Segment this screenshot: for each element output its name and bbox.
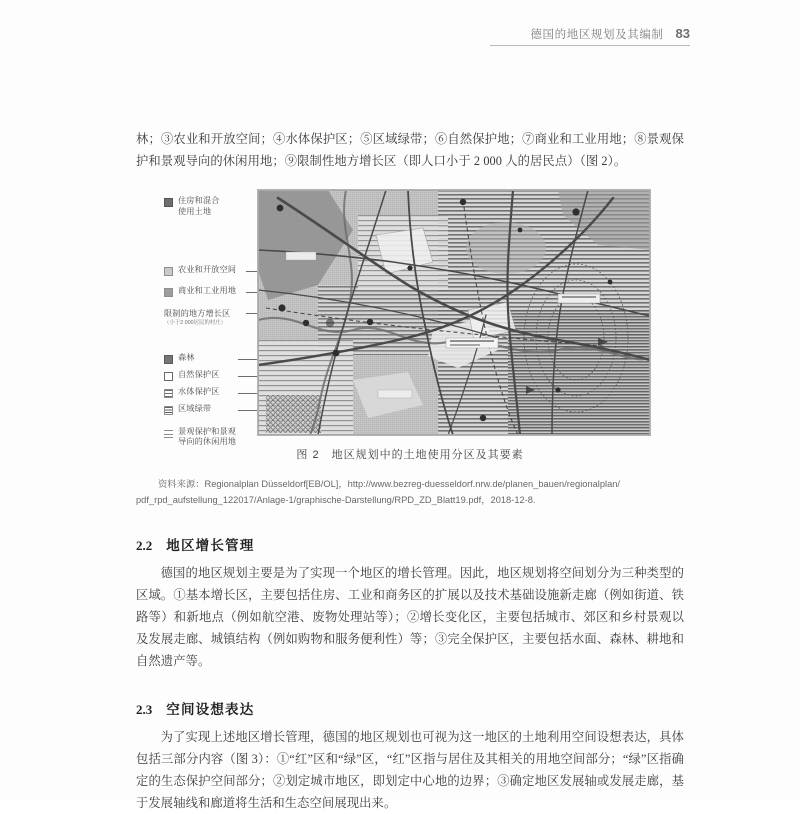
legend-label-commerce: 商业和工业用地 (178, 286, 237, 295)
section-number-growth: 2.2 (136, 538, 153, 553)
swatch-housing-icon (164, 198, 173, 207)
legend-item-housing (164, 196, 268, 217)
legend-label-housing (178, 196, 219, 217)
regional-plan-map-image (258, 190, 650, 435)
swatch-agriculture-icon (164, 267, 173, 276)
page-content (136, 128, 684, 814)
legend-item-commerce (164, 286, 268, 297)
swatch-water-icon (164, 389, 173, 398)
swatch-scenic-icon (164, 429, 173, 438)
growth-paragraph: 德国的地区规划主要是为了实现一个地区的增长管理。因此，地区规划将空间划分为三种类型的区域。①基本增长区，主要包括住房、工业和商务区的扩展以及技术基础设施新走廊（例如街道、铁路等）和新地点（例如航空港、废物处理站等）；②增长变化区，主要包括城市、郊区和乡村景观以及发展走廊、城镇结构（例如购物和服务便利性）等；③完全保护区，主要包括水面、森林、耕地和自然遗产等。 (136, 566, 684, 668)
section-heading-spatial (136, 698, 684, 718)
source-text-line1: Regionalplan Düsseldorf[EB/OL]，http://www.bezreg-duesseldorf.nrw.de/planen_bauen/regionalplan/ (204, 479, 621, 489)
legend-label-housing-line2: 使用土地 (178, 206, 212, 216)
swatch-forest-icon (164, 355, 173, 364)
legend-sublabel-limited-growth: （小于2 000居民的村庄） (164, 319, 227, 326)
source-text-line2: pdf_rpd_aufstellung_122017/Anlage-1/graphische-Darstellung/RPD_ZD_Blatt19.pdf，2018-12-8. (136, 495, 536, 505)
page-number: 83 (675, 26, 690, 41)
section-number-spatial: 2.3 (136, 702, 153, 717)
swatch-greenbelt-icon (164, 406, 173, 415)
legend-label-scenic-line2: 导向的休闲用地 (178, 437, 237, 446)
section-heading-growth (136, 534, 684, 554)
legend-label-nature: 自然保护区 (178, 369, 220, 379)
legend-label-scenic (178, 427, 236, 448)
figure-legend (164, 190, 268, 450)
spatial-paragraph: 为了实现上述地区增长管理，德国的地区规划也可视为这一地区的土地利用空间设想表达，具体包括三部分内容（图 3）：①“红”区和“绿”区，“红”区指与居住及其相关的用地空间部分；“绿”区指确定的生态保护空间部分；②划定城市地区，即划定中心地的边界；③确定地区发展轴或发展走廊，基于发展轴线和廊道将生活和生态空间展现出来。 (136, 730, 684, 810)
legend-item-agriculture (164, 265, 268, 276)
legend-label-scenic-line1: 景观保护和景观 (178, 426, 237, 436)
figure-caption: 图 2 地区规划中的土地使用分区及其要素 (296, 449, 524, 461)
running-header (490, 26, 690, 46)
figure-source (136, 476, 684, 508)
legend-item-water (164, 387, 268, 398)
legend-item-limited-growth (164, 309, 268, 327)
legend-item-greenbelt (164, 404, 268, 415)
legend-label-water: 水体保护区 (178, 386, 220, 396)
header-title: 德国的地区规划及其编制 (530, 29, 664, 41)
swatch-commerce-icon (164, 288, 173, 297)
legend-item-scenic (164, 427, 268, 448)
figure-2 (136, 190, 684, 446)
legend-item-forest (164, 353, 268, 364)
legend-label-housing-line1: 住房和混合 (178, 196, 220, 205)
legend-item-nature (164, 370, 268, 381)
source-label: 资料来源： (158, 479, 205, 489)
legend-label-greenbelt: 区域绿带 (178, 403, 212, 413)
legend-label-limited-growth-text: 限制的地方增长区 (164, 309, 231, 318)
legend-label-forest: 森林 (178, 352, 195, 362)
section-title-growth: 地区增长管理 (166, 538, 255, 553)
swatch-nature-icon (164, 372, 173, 381)
section-title-spatial: 空间设想表达 (166, 702, 255, 717)
intro-paragraph: 林；③农业和开放空间；④水体保护区；⑤区域绿带；⑥自然保护地；⑦商业和工业用地；⑧景观保护和景观导向的休闲用地；⑨限制性地方增长区（即人口小于 2 000 人的居民点）（图 2）。 (136, 132, 684, 168)
legend-label-limited-growth (164, 309, 230, 327)
legend-label-agriculture: 农业和开放空间 (178, 265, 237, 274)
